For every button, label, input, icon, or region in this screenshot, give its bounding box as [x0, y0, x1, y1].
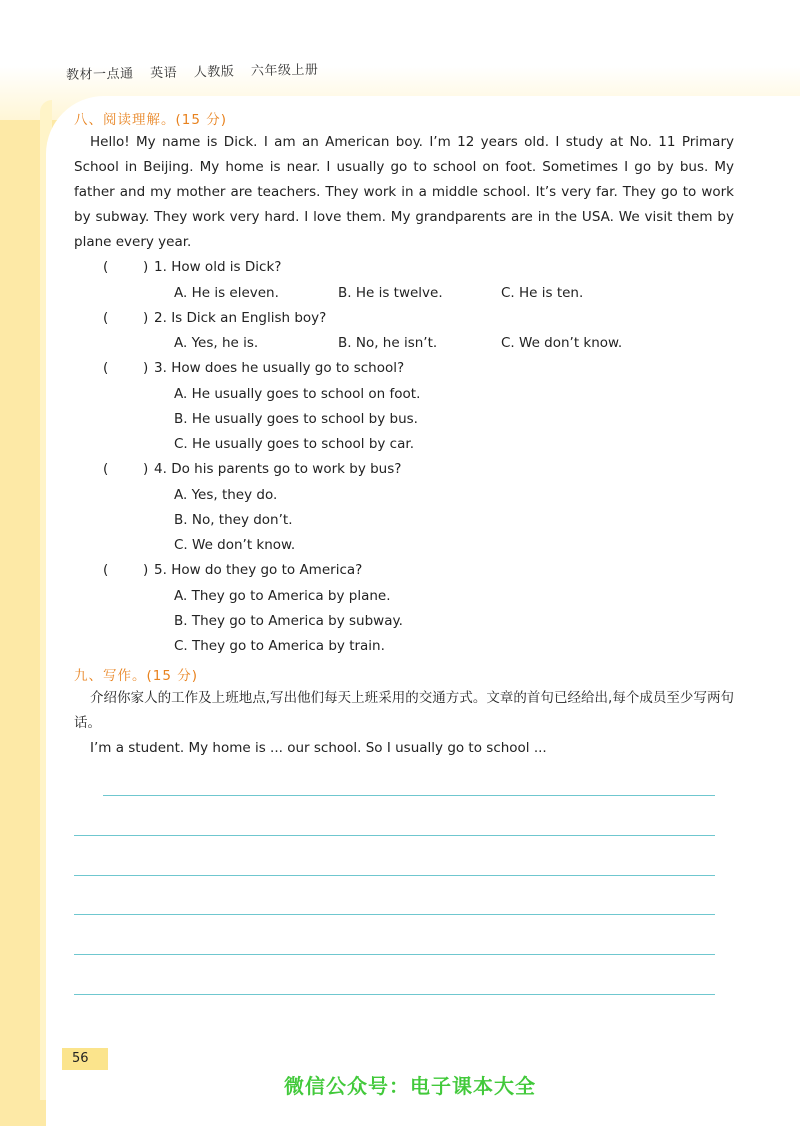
q4-option-c: C. We don’t know.	[174, 537, 296, 553]
q2-option-c: C. We don’t know.	[501, 335, 623, 351]
answer-paren-open: (	[103, 310, 109, 326]
writing-line-5[interactable]	[74, 954, 715, 955]
answer-paren-close: )	[143, 360, 149, 376]
q3-option-c: C. He usually goes to school by car.	[174, 436, 414, 452]
q3-option-b: B. He usually goes to school by bus.	[174, 411, 418, 427]
question-number: 2.	[154, 310, 167, 326]
answer-paren-open: (	[103, 562, 109, 578]
answer-paren-open: (	[103, 259, 109, 275]
question-number: 1.	[154, 259, 167, 275]
q3-option-a: A. He usually goes to school on foot.	[174, 386, 421, 402]
header-edition: 人教版	[193, 64, 235, 81]
q2-option-a: A. Yes, he is.	[174, 335, 259, 351]
writing-line-2[interactable]	[74, 835, 715, 836]
question-text: Is Dick an English boy?	[171, 310, 327, 326]
writing-starter: I’m a student. My home is ... our school. So I usually go to school ...	[90, 740, 547, 756]
question-text: How do they go to America?	[171, 562, 363, 578]
writing-line-1[interactable]	[103, 795, 715, 796]
question-text: Do his parents go to work by bus?	[171, 461, 402, 477]
section8-title: 八、阅读理解。(15 分)	[74, 112, 228, 128]
header-subject: 英语	[150, 65, 178, 82]
q5-option-b: B. They go to America by subway.	[174, 613, 403, 629]
q5-option-a: A. They go to America by plane.	[174, 588, 391, 604]
q1-option-b: B. He is twelve.	[338, 285, 443, 301]
q4-option-a: A. Yes, they do.	[174, 487, 278, 503]
answer-paren-open: (	[103, 360, 109, 376]
page-number: 56	[62, 1048, 108, 1070]
answer-paren-close: )	[143, 562, 149, 578]
question-number: 5.	[154, 562, 167, 578]
writing-line-4[interactable]	[74, 914, 715, 915]
reading-passage: Hello! My name is Dick. I am an American boy. I’m 12 years old. I study at No. 11 Primary School in Beijing. My home is near. I usually go to school on foot. Sometimes I go by bus. My father and my mother are teachers. They work in a middle school. It’s very far. They go to work by subway. They work very hard. I love them. My grandparents are in the USA. We visit them by plane every year.	[74, 134, 734, 250]
answer-paren-close: )	[143, 310, 149, 326]
q1-option-c: C. He is ten.	[501, 285, 584, 301]
header-grade: 六年级上册	[250, 62, 319, 80]
q5-option-c: C. They go to America by train.	[174, 638, 385, 654]
writing-line-3[interactable]	[74, 875, 715, 876]
question-text: How old is Dick?	[171, 259, 282, 275]
section9-title: 九、写作。(15 分)	[74, 668, 199, 684]
writing-instruction: 介绍你家人的工作及上班地点,写出他们每天上班采用的交通方式。文章的首句已经给出,每个成员至少写两句话。	[74, 690, 734, 731]
question-number: 3.	[154, 360, 167, 376]
q1-option-a: A. He is eleven.	[174, 285, 279, 301]
watermark: 微信公众号：电子课本大全	[284, 1074, 536, 1098]
writing-line-6[interactable]	[74, 994, 715, 995]
header-book: 教材一点通	[65, 66, 134, 83]
q2-option-b: B. No, he isn’t.	[338, 335, 438, 351]
answer-paren-close: )	[143, 461, 149, 477]
answer-paren-close: )	[143, 259, 149, 275]
q4-option-b: B. No, they don’t.	[174, 512, 293, 528]
question-number: 4.	[154, 461, 167, 477]
answer-paren-open: (	[103, 461, 109, 477]
question-text: How does he usually go to school?	[171, 360, 405, 376]
